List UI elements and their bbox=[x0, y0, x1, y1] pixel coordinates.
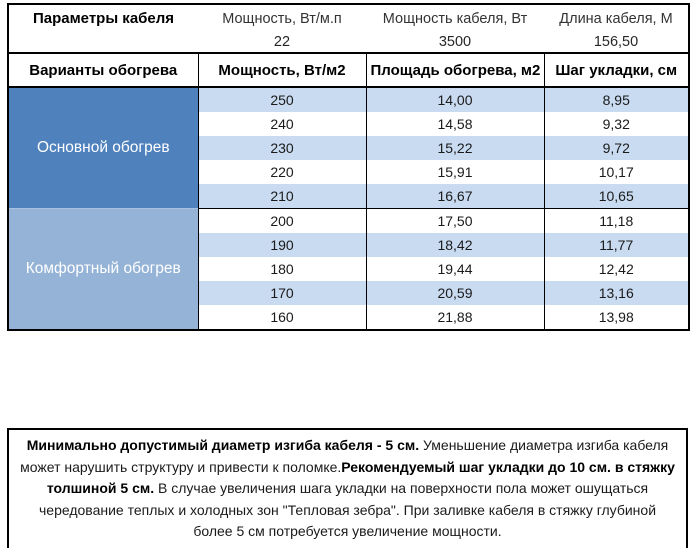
note-bold-text: Рекомендуемый шаг укладки до 10 см. в стяжку толшиной 5 см. bbox=[46, 458, 675, 496]
laying-step-cell: 9,32 bbox=[544, 112, 689, 136]
param-value-power-per-meter: 22 bbox=[198, 32, 366, 53]
power-density-cell: 200 bbox=[198, 209, 366, 234]
power-density-cell: 250 bbox=[198, 87, 366, 112]
heating-area-cell: 16,67 bbox=[366, 184, 544, 209]
laying-step-cell: 10,17 bbox=[544, 160, 689, 184]
heating-area-cell: 19,44 bbox=[366, 257, 544, 281]
param-empty-cell bbox=[8, 32, 198, 53]
heating-cable-table bbox=[7, 3, 690, 331]
heating-area-cell: 15,91 bbox=[366, 160, 544, 184]
column-header-row bbox=[8, 53, 689, 87]
param-value-row bbox=[8, 32, 689, 53]
table-row bbox=[8, 87, 689, 112]
heating-area-cell: 18,42 bbox=[366, 233, 544, 257]
power-density-cell: 160 bbox=[198, 305, 366, 330]
header-power-density: Мощность, Вт/м2 bbox=[198, 53, 366, 87]
header-heating-variants: Варианты обогрева bbox=[8, 53, 198, 87]
laying-step-cell: 12,42 bbox=[544, 257, 689, 281]
param-header-cable-length: Длина кабеля, М bbox=[559, 10, 673, 27]
laying-step-cell: 8,95 bbox=[544, 87, 689, 112]
table-row bbox=[8, 209, 689, 234]
heating-area-cell: 15,22 bbox=[366, 136, 544, 160]
section-label: Комфортный обогрев bbox=[8, 209, 198, 331]
note-text: Уменьшение диаметра изгиба кабеля может нарушить структуру и привести к поломке. bbox=[20, 437, 669, 475]
note-text: В случае увеличения шага укладки на поверхности пола может ошущаться чередование теплых и холодных зон "Тепловая зебра". При заливке кабеля в стяжку глубиной более 5 см потребуется увеличение мощности. bbox=[38, 480, 657, 539]
param-value-cable-power: 3500 bbox=[366, 32, 544, 53]
laying-step-cell: 13,98 bbox=[544, 305, 689, 330]
laying-step-cell: 11,77 bbox=[544, 233, 689, 257]
header-heating-area: Площадь обогрева, м2 bbox=[366, 53, 544, 87]
param-header-cable-power: Мощность кабеля, Вт bbox=[382, 10, 528, 27]
power-density-cell: 240 bbox=[198, 112, 366, 136]
laying-step-cell: 13,16 bbox=[544, 281, 689, 305]
param-header-row bbox=[8, 4, 689, 32]
header-laying-step: Шаг укладки, см bbox=[544, 53, 689, 87]
heating-area-cell: 14,00 bbox=[366, 87, 544, 112]
param-value-cable-length: 156,50 bbox=[544, 32, 689, 53]
section-label: Основной обогрев bbox=[8, 87, 198, 209]
power-density-cell: 220 bbox=[198, 160, 366, 184]
heating-area-cell: 17,50 bbox=[366, 209, 544, 234]
power-density-cell: 230 bbox=[198, 136, 366, 160]
laying-step-cell: 11,18 bbox=[544, 209, 689, 234]
heating-area-cell: 14,58 bbox=[366, 112, 544, 136]
power-density-cell: 210 bbox=[198, 184, 366, 209]
note-box bbox=[7, 428, 688, 548]
power-density-cell: 170 bbox=[198, 281, 366, 305]
param-table-title: Параметры кабеля bbox=[32, 10, 175, 27]
heating-area-cell: 21,88 bbox=[366, 305, 544, 330]
note-bold-text: Минимально допустимый диаметр изгиба кабеля - 5 см. bbox=[26, 437, 420, 453]
power-density-cell: 180 bbox=[198, 257, 366, 281]
laying-step-cell: 10,65 bbox=[544, 184, 689, 209]
param-header-power-per-meter: Мощность, Вт/м.п bbox=[222, 10, 342, 27]
laying-step-cell: 9,72 bbox=[544, 136, 689, 160]
data-rows bbox=[8, 87, 689, 330]
power-density-cell: 190 bbox=[198, 233, 366, 257]
heating-area-cell: 20,59 bbox=[366, 281, 544, 305]
